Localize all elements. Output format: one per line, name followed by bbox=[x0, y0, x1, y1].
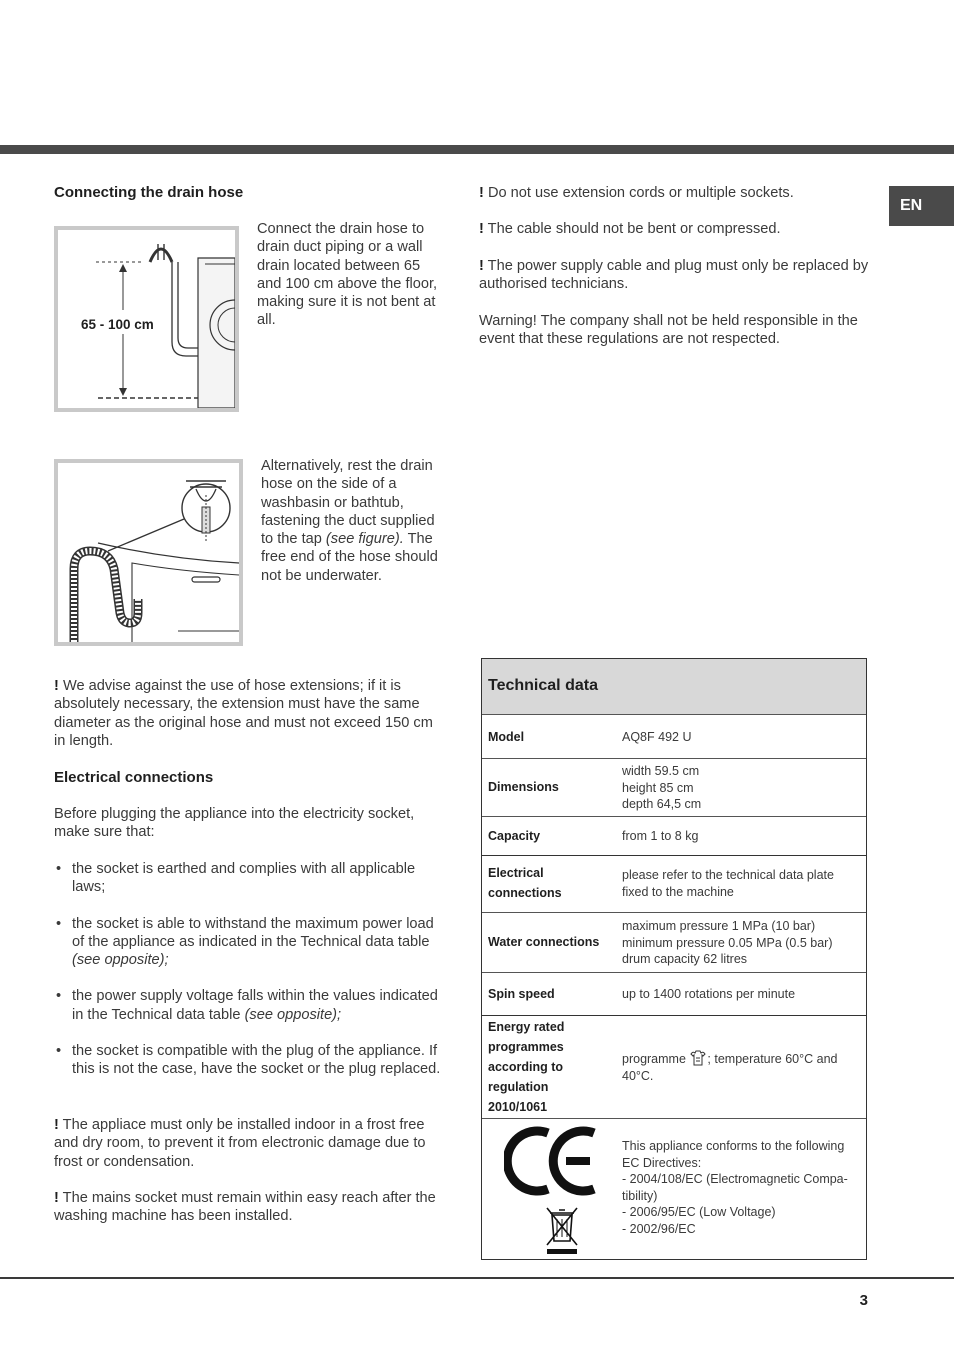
warning-exclamation-icon: ! bbox=[479, 258, 484, 274]
drain-hose-text: Connect the drain hose to drain duct piping or a wall drain located between 65 and 100 cm above the floor, making sure it is not bent at all. bbox=[257, 221, 438, 329]
list-item: • the socket is compatible with the plug of the appliance. If this is not the case, have the socket or the plug replaced. bbox=[54, 1042, 448, 1079]
row-value-electrical: please refer to the technical data plate fixed to the machine bbox=[622, 868, 834, 899]
drain-height-figure bbox=[54, 226, 239, 412]
washbasin-text bbox=[261, 457, 449, 585]
warning-exclamation-icon: ! bbox=[479, 185, 484, 201]
list-item: • the socket is earthed and complies with all applicable laws; bbox=[54, 860, 448, 897]
electrical-checklist bbox=[54, 860, 448, 1097]
row-label-energy: Energy rated programmes according to regulation 2010/1061 bbox=[488, 1020, 565, 1114]
warning-cable-replace: ! The power supply cable and plug must only be replaced by authorised technicians. bbox=[479, 258, 869, 293]
warning-exclamation-icon: ! bbox=[54, 1190, 59, 1206]
table-title: Technical data bbox=[488, 677, 598, 694]
list-item: • the power supply voltage falls within the values indicated in the Technical data table (see opposite); bbox=[54, 987, 448, 1024]
washbasin-illustration bbox=[58, 463, 239, 642]
table-row bbox=[482, 973, 866, 1016]
washbasin-figure bbox=[54, 459, 243, 646]
footer-rule bbox=[0, 1277, 954, 1279]
hose-extension-warning bbox=[54, 677, 446, 750]
warning-exclamation-icon: ! bbox=[54, 678, 59, 694]
warning-exclamation-icon: ! bbox=[54, 1117, 59, 1133]
electrical-heading: Electrical connections bbox=[54, 769, 214, 786]
washbasin-text-end: The free end of the hose should not be underwater. bbox=[261, 531, 438, 584]
row-label-water: Water connections bbox=[488, 935, 600, 949]
drain-hose-heading: Connecting the drain hose bbox=[54, 184, 244, 201]
indoor-warning: ! The appliace must only be installed indoor in a frost free and dry room, to prevent it from electronic damage due to frost or condensation. bbox=[54, 1117, 426, 1170]
header-bar bbox=[0, 145, 954, 154]
table-row bbox=[482, 715, 866, 759]
table-row bbox=[482, 856, 866, 913]
row-value-capacity: from 1 to 8 kg bbox=[622, 829, 699, 843]
warning-cable-bent: ! The cable should not be bent or compressed. bbox=[479, 221, 781, 237]
ce-mark-icon bbox=[504, 1123, 602, 1203]
hose-extension-text: We advise against the use of hose extensions; if it is absolutely necessary, the extension must have the same diameter as the original hose and must not exceed 150 cm in length. bbox=[54, 678, 433, 749]
table-row bbox=[482, 1119, 866, 1259]
row-value-model: AQ8F 492 U bbox=[622, 730, 692, 744]
technical-data-table bbox=[481, 658, 867, 1260]
page-number: 3 bbox=[859, 1292, 868, 1309]
warning-extension-cords: ! Do not use extension cords or multiple sockets. bbox=[479, 185, 794, 201]
warning-liability: Warning! The company shall not be held responsible in the event that these regulations are not respected. bbox=[479, 313, 858, 348]
row-label-capacity: Capacity bbox=[488, 829, 541, 843]
list-item: • the socket is able to withstand the maximum power load of the appliance as indicated in the Technical data table (see opposite); bbox=[54, 915, 448, 970]
row-value-water: maximum pressure 1 MPa (10 bar) minimum pressure 0.05 MPa (0.5 bar) drum capacity 62 litres bbox=[622, 919, 833, 967]
table-row bbox=[482, 1016, 866, 1119]
see-figure-note: (see figure). bbox=[325, 531, 404, 548]
row-label-dimensions: Dimensions bbox=[488, 780, 559, 794]
warning-exclamation-icon: ! bbox=[479, 221, 484, 237]
table-header bbox=[482, 659, 866, 715]
row-label-model: Model bbox=[488, 730, 525, 744]
language-badge: EN bbox=[889, 186, 954, 226]
row-value-spin: up to 1400 rotations per minute bbox=[622, 987, 796, 1001]
electrical-intro: Before plugging the appliance into the electricity socket, make sure that: bbox=[54, 806, 415, 841]
washbasin-text-main: Alternatively, rest the drain hose on the side of a washbasin or bathtub, fastening the duct supplied to the tap bbox=[261, 458, 435, 548]
row-value-ce: This appliance conforms to the following EC Directives: - 2004/108/EC (Electromagnetic Compa- tibility) - 2006/95/EC (Low Voltage) - 2002/96/EC bbox=[622, 1139, 848, 1236]
height-range-label: 65 - 100 cm bbox=[81, 317, 154, 332]
row-label-electrical: Electrical connections bbox=[488, 866, 562, 900]
cotton-programme-icon bbox=[689, 1050, 707, 1066]
socket-warning: ! The mains socket must remain within easy reach after the washing machine has been installed. bbox=[54, 1190, 436, 1225]
crossed-bin-icon bbox=[542, 1205, 582, 1255]
table-row bbox=[482, 913, 866, 973]
table-row bbox=[482, 759, 866, 817]
table-row bbox=[482, 817, 866, 856]
row-value-energy: programme ; temperature 60°C and 40°C. bbox=[622, 1052, 838, 1083]
row-value-dimensions: width 59.5 cm height 85 cm depth 64,5 cm bbox=[622, 764, 702, 812]
row-label-spin: Spin speed bbox=[488, 987, 555, 1001]
